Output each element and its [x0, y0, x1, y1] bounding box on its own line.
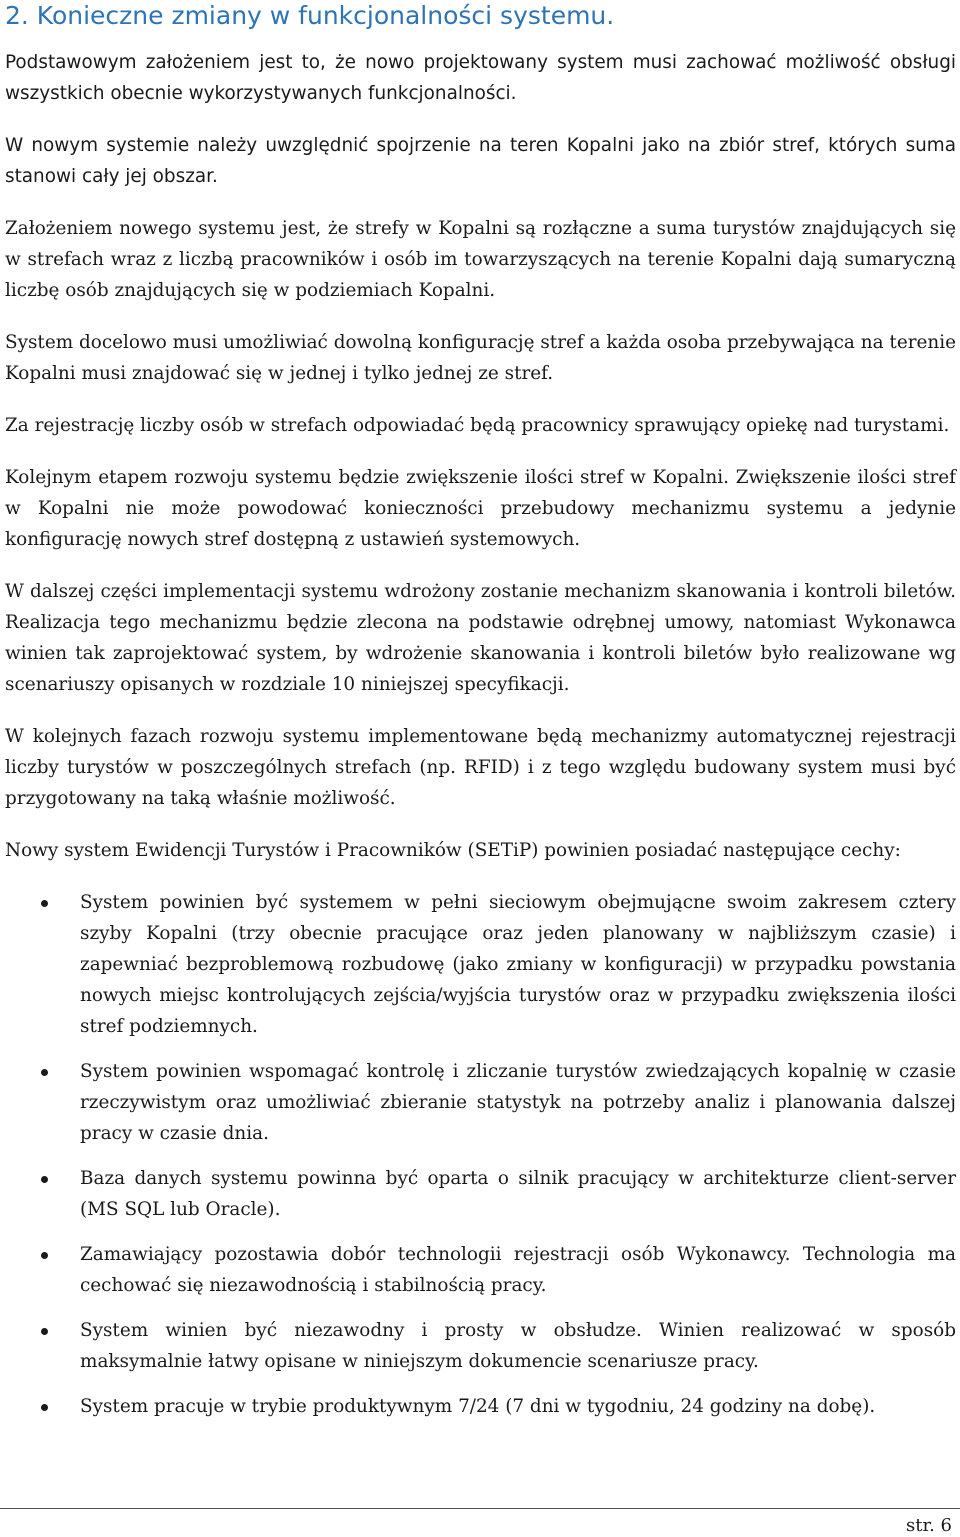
paragraph-disjoint-zones: Założeniem nowego systemu jest, że strefy w Kopalni są rozłączne a suma turystów znajdujących się w strefach wraz z liczbą pracowników i osób im towarzyszących na terenie Kopalni dają sumaryczną liczbę osób znajdujących się w podziemiach Kopalni. — [5, 218, 956, 301]
list-item-text: System winien być niezawodny i prosty w obsłudze. Winien realizować w sposób maksymalnie łatwy opisane w niniejszym dokumencie scenariusze pracy. — [80, 1320, 956, 1372]
bullet-icon — [41, 900, 48, 907]
paragraph-features-intro: Nowy system Ewidencji Turystów i Pracowników (SETiP) powinien posiadać następujące cechy: — [5, 840, 901, 861]
list-item-text: System powinien wspomagać kontrolę i zliczanie turystów zwiedzających kopalnię w czasie rzeczywistym oraz umożliwiać zbieranie statystyk na potrzeby analiz i planowania dalszej pracy w czasie dnia. — [80, 1061, 956, 1144]
paragraph-ticket-scanning: W dalszej części implementacji systemu wdrożony zostanie mechanizm skanowania i kontroli biletów. Realizacja tego mechanizmu będzie zlecona na podstawie odrębnej umowy, natomiast Wykonawca winien tak zaprojektować system, by wdrożenie skanowania i kontroli biletów było realizowane wg scenariuszy opisanych w rozdziale 10 niniejszej specyfikacji. — [5, 581, 956, 695]
paragraph-core-assumption: Podstawowym założeniem jest to, że nowo projektowany system musi zachować możliwość obsługi wszystkich obecnie wykorzystywanych funkcjonalności. — [5, 52, 956, 104]
paragraph-zone-configuration: System docelowo musi umożliwiać dowolną konfigurację stref a każda osoba przebywająca na terenie Kopalni musi znajdować się w jednej i tylko jednej ze stref. — [5, 332, 956, 384]
bullet-icon — [41, 1252, 48, 1259]
list-item-text: System powinien być systemem w pełni sieciowym obejmującne swoim zakresem cztery szyby Kopalni (trzy obecnie pracujące oraz jeden planowany w najbliższym czasie) i zapewniać bezproblemową rozbudowę (jako zmiany w konfiguracji) w przypadku powstania nowych miejsc kontrolujących zejścia/wyjścia turystów oraz w przypadku zwiększenia ilości stref podziemnych. — [80, 892, 956, 1037]
paragraph-zone-expansion: Kolejnym etapem rozwoju systemu będzie zwiększenie ilości stref w Kopalni. Zwiększenie ilości stref w Kopalni nie może powodować konieczności przebudowy mechanizmu systemu a jedynie konfigurację nowych stref dostępną z ustawień systemowych. — [5, 467, 956, 550]
list-item — [5, 1163, 956, 1225]
list-item — [5, 1056, 956, 1149]
footer-divider — [0, 1508, 960, 1509]
bullet-icon — [41, 1069, 48, 1076]
list-item — [5, 1315, 956, 1377]
section-heading: 2. Konieczne zmiany w funkcjonalności systemu. — [5, 1, 615, 30]
paragraph-automatic-registration: W kolejnych fazach rozwoju systemu implementowane będą mechanizmy automatycznej rejestracji liczby turystów w poszczególnych strefach (np. RFID) i z tego względu budowany system musi być przygotowany na taką właśnie możliwość. — [5, 726, 956, 809]
features-list — [5, 887, 956, 1422]
list-item-text: Zamawiający pozostawia dobór technologii rejestracji osób Wykonawcy. Technologia ma cechować się niezawodnością i stabilnością pracy. — [80, 1244, 956, 1296]
list-item — [5, 1239, 956, 1301]
list-item — [5, 1391, 956, 1422]
bullet-icon — [41, 1176, 48, 1183]
document-page — [5, 0, 956, 1436]
page-number: str. 6 — [906, 1515, 952, 1536]
paragraph-zones-view: W nowym systemie należy uwzględnić spojrzenie na teren Kopalni jako na zbiór stref, których suma stanowi cały jej obszar. — [5, 135, 956, 187]
paragraph-registration-responsibility: Za rejestrację liczby osób w strefach odpowiadać będą pracownicy sprawujący opiekę nad turystami. — [5, 415, 950, 436]
list-item — [5, 887, 956, 1042]
bullet-icon — [41, 1404, 48, 1411]
list-item-text: System pracuje w trybie produktywnym 7/24 (7 dni w tygodniu, 24 godziny na dobę). — [80, 1396, 876, 1417]
list-item-text: Baza danych systemu powinna być oparta o silnik pracujący w architekturze client-server (MS SQL lub Oracle). — [80, 1168, 956, 1220]
bullet-icon — [41, 1328, 48, 1335]
